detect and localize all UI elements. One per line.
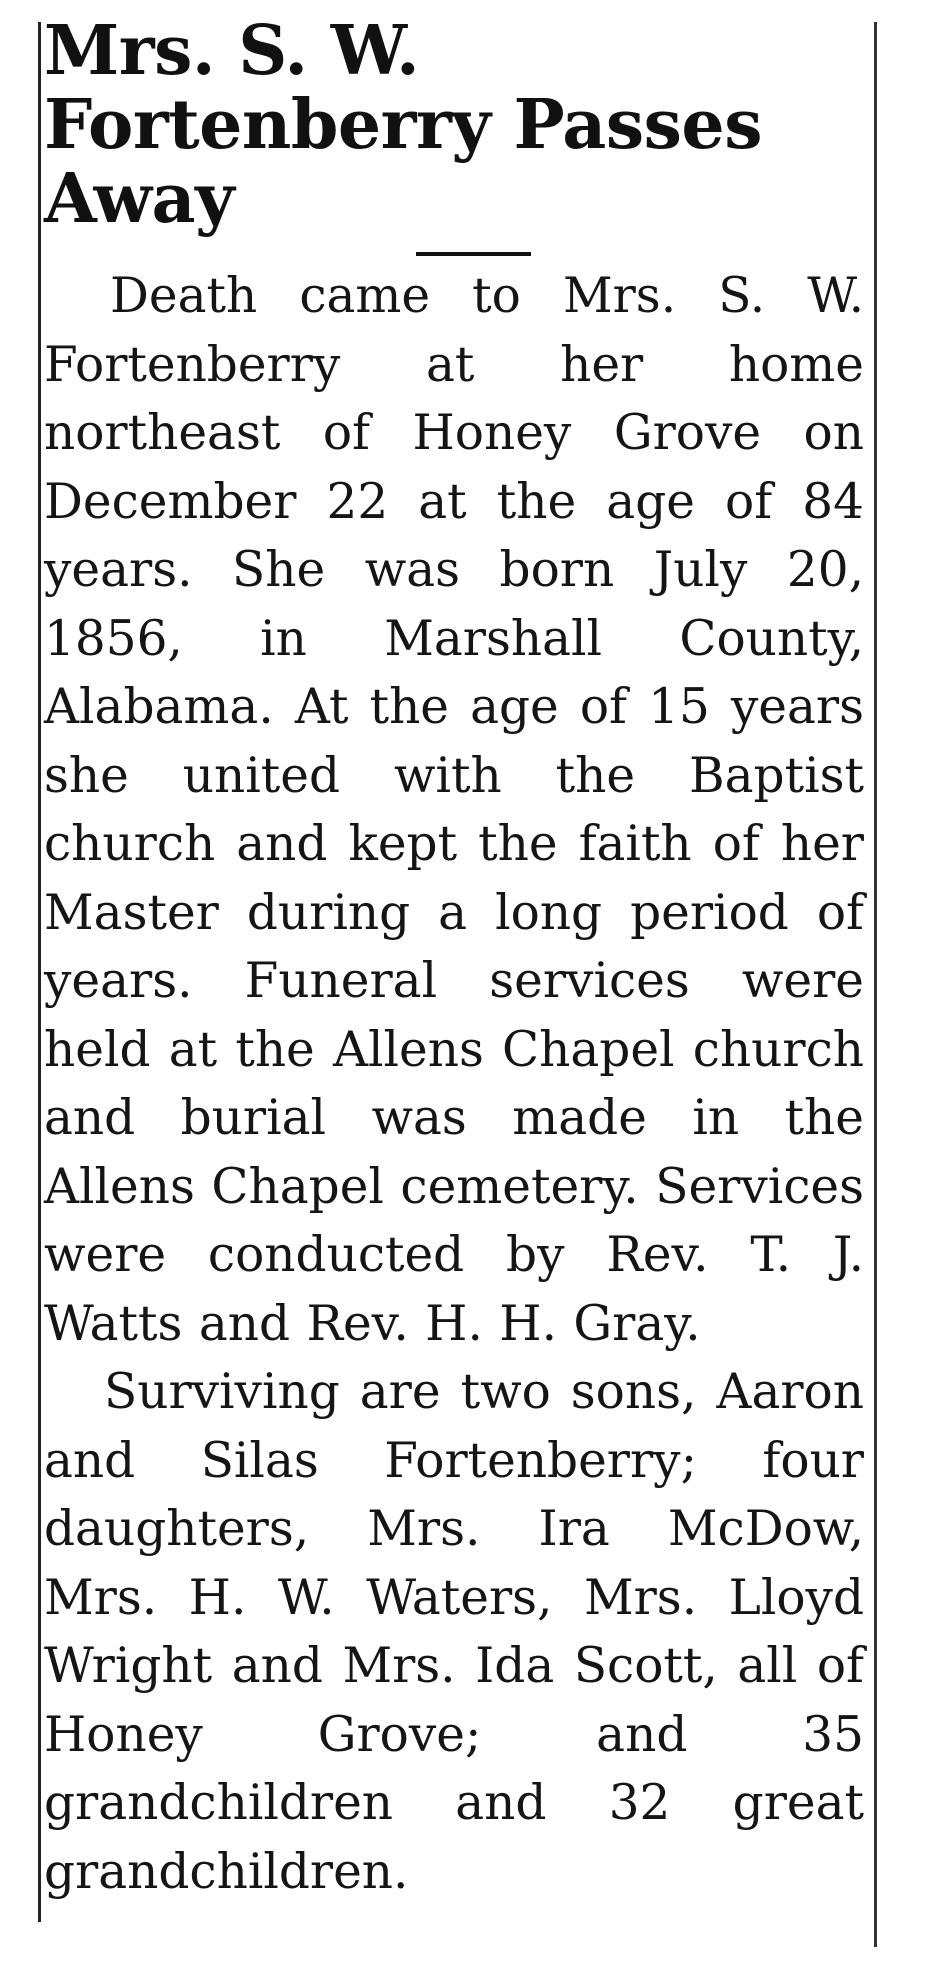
headline-divider bbox=[416, 252, 531, 256]
article-paragraph-2: Surviving are two sons, Aaron and Silas Fortenberry; four daughters, Mrs. Ira McDow, Mrs. H. W. Waters, Mrs. Lloyd Wright and Mrs. Ida Scott, all of Honey Grove; and 35 grandchildren and 32 great grandchildren. bbox=[44, 1364, 864, 1900]
left-column-rule bbox=[38, 22, 41, 1922]
right-column-rule bbox=[874, 22, 877, 1947]
obituary-article bbox=[44, 11, 864, 1906]
headline: Mrs. S. W. Fortenberry Passes Away bbox=[44, 11, 762, 240]
article-paragraph-1: Death came to Mrs. S. W. Fortenberry at her home northeast of Honey Grove on December 22 at the age of 84 years. She was born July 20, 1856, in Marshall County, Alabama. At the age of 15 years she united with the Baptist church and kept the faith of her Master during a long period of years. Funeral services were held at the Allens Chapel church and burial was made in the Allens Chapel cemetery. Services were conducted by Rev. T. J. Watts and Rev. H. H. Gray. bbox=[44, 268, 864, 1352]
